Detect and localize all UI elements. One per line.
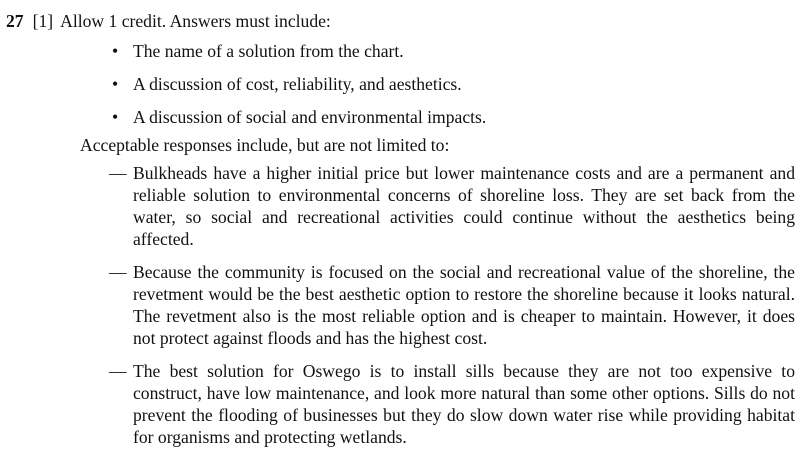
requirement-text: A discussion of social and environmental impacts. [133,107,487,127]
requirements-list [109,40,486,139]
credit-value: [1] [32,11,54,31]
acceptable-responses-intro: Acceptable responses include, but are not limited to: [80,135,450,155]
requirement-text: The name of a solution from the chart. [133,41,404,61]
question-number: 27 [6,11,24,31]
dash-icon: — [109,163,127,183]
response-item [109,261,795,349]
requirement-text: A discussion of cost, reliability, and aesthetics. [133,74,462,94]
response-text: Because the community is focused on the social and recreational value of the shoreline, the revetment would be the best aesthetic option to restore the shoreline because it looks natural. The revetment also is the most reliable option and is cheaper to maintain. However, it does not protect against floods and has the highest cost. [133,262,795,348]
scoring-instruction: Allow 1 credit. Answers must include: [60,11,331,31]
response-text: Bulkheads have a higher initial price but lower maintenance costs and are a permanent and reliable solution to environmental concerns of shoreline loss. They are set back from the water, so social and recreational activities could continue without the aesthetics being affected. [133,163,795,249]
question-header [6,10,331,32]
requirement-item [109,106,486,128]
response-text: The best solution for Oswego is to install sills because they are not too expensive to construct, have low maintenance, and look more natural than some other options. Sills do not prevent the flooding of businesses but they do slow down water rise while providing habitat for organisms and protecting wetlands. [133,361,795,447]
bullet-icon: • [112,107,119,127]
requirement-item [109,73,486,95]
bullet-icon: • [112,41,119,61]
responses-list [109,162,795,459]
response-item [109,360,795,448]
dash-icon: — [109,361,127,381]
dash-icon: — [109,262,127,282]
bullet-icon: • [112,74,119,94]
requirement-item [109,40,486,62]
response-item [109,162,795,250]
